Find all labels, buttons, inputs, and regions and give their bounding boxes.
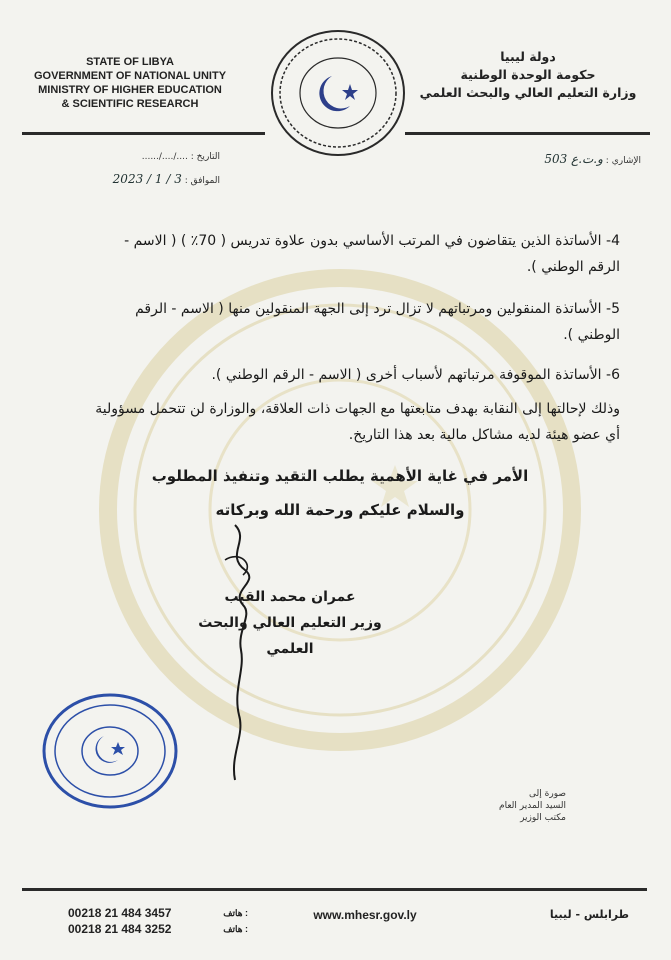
phone-label-1: هاتف : xyxy=(223,908,248,918)
phone-number-1: 00218 21 484 3457 xyxy=(68,906,172,920)
footer-rule xyxy=(22,888,647,891)
closing-line: والسلام عليكم ورحمة الله وبركاته xyxy=(215,501,465,519)
ministry-seal-logo xyxy=(268,28,408,158)
cc-line-1: صورة إلى xyxy=(529,789,566,799)
cc-line-2: السيد المدير العام xyxy=(499,801,566,811)
cc-block xyxy=(396,788,566,824)
item-6: 6- الأساتذة الموقوفة مرتباتهم لأسباب أخرى ( الاسم - الرقم الوطني ). xyxy=(211,367,620,383)
corresponding-value: 2023 / 1 / 3 xyxy=(112,172,182,186)
header-en-line-3: MINISTRY OF HIGHER EDUCATION xyxy=(38,84,222,96)
body-paragraph: وذلك لإحالتها إلى النقابة بهدف متابعتها مع الجهات ذات العلاقة، والوزارة لن تتحمل مسؤولية أي عضو هيئة لديه مشاكل مالية بعد هذا التاريخ. xyxy=(95,401,620,443)
item-4: 4- الأساتذة الذين يتقاضون في المرتب الأساسي بدون علاوة تدريس ( 70٪ ) ( الاسم - الرقم الوطني ). xyxy=(124,233,620,275)
reference-label: الإشاري : xyxy=(605,156,641,166)
footer-website: www.mhesr.gov.ly xyxy=(313,908,417,922)
footer-city: طرابلس - ليبيا xyxy=(549,908,629,921)
footer-phones xyxy=(68,905,248,937)
header-rule-right xyxy=(405,132,650,135)
item-5: 5- الأساتذة المنقولين ومرتباتهم لا تزال ترد إلى الجهة المنقولين منها ( الاسم - الرقم الوطني ). xyxy=(135,301,620,343)
official-stamp xyxy=(40,692,180,810)
reference-row xyxy=(431,152,641,166)
phone-number-2: 00218 21 484 3252 xyxy=(68,922,172,936)
signatory-block xyxy=(180,584,400,662)
corresponding-row xyxy=(50,172,220,186)
signatory-name: عمران محمد القيب xyxy=(224,589,356,605)
phone-row-1 xyxy=(68,905,248,921)
header-ar-line-1: دولة ليبيا xyxy=(500,49,556,64)
cc-line-3: مكتب الوزير xyxy=(520,813,566,823)
header-en-line-2: GOVERNMENT OF NATIONAL UNITY xyxy=(33,70,227,82)
header-ar xyxy=(413,48,643,102)
corresponding-label: الموافق : xyxy=(184,176,220,186)
date-row xyxy=(50,152,220,162)
reference-value: و.ت.ع 503 xyxy=(544,152,603,166)
header-en-line-1: STATE OF LIBYA xyxy=(86,56,174,68)
header-ar-line-3: وزارة التعليم العالي والبحث العلمي xyxy=(419,85,637,100)
phone-row-2 xyxy=(68,921,248,937)
phone-label-2: هاتف : xyxy=(223,924,248,934)
date-placeholder: ..../..../...... xyxy=(141,152,188,162)
header-en-line-4: & SCIENTIFIC RESEARCH xyxy=(61,98,199,110)
header-ar-line-2: حكومة الوحدة الوطنية xyxy=(460,67,596,82)
signatory-title: وزير التعليم العالي والبحث العلمي xyxy=(198,615,382,657)
header-rule-left xyxy=(22,132,265,135)
date-label: التاريخ : xyxy=(190,152,220,162)
emphasis-line: الأمر في غاية الأهمية يطلب التقيد وتنفيذ المطلوب xyxy=(151,467,529,485)
header-en xyxy=(25,55,235,111)
